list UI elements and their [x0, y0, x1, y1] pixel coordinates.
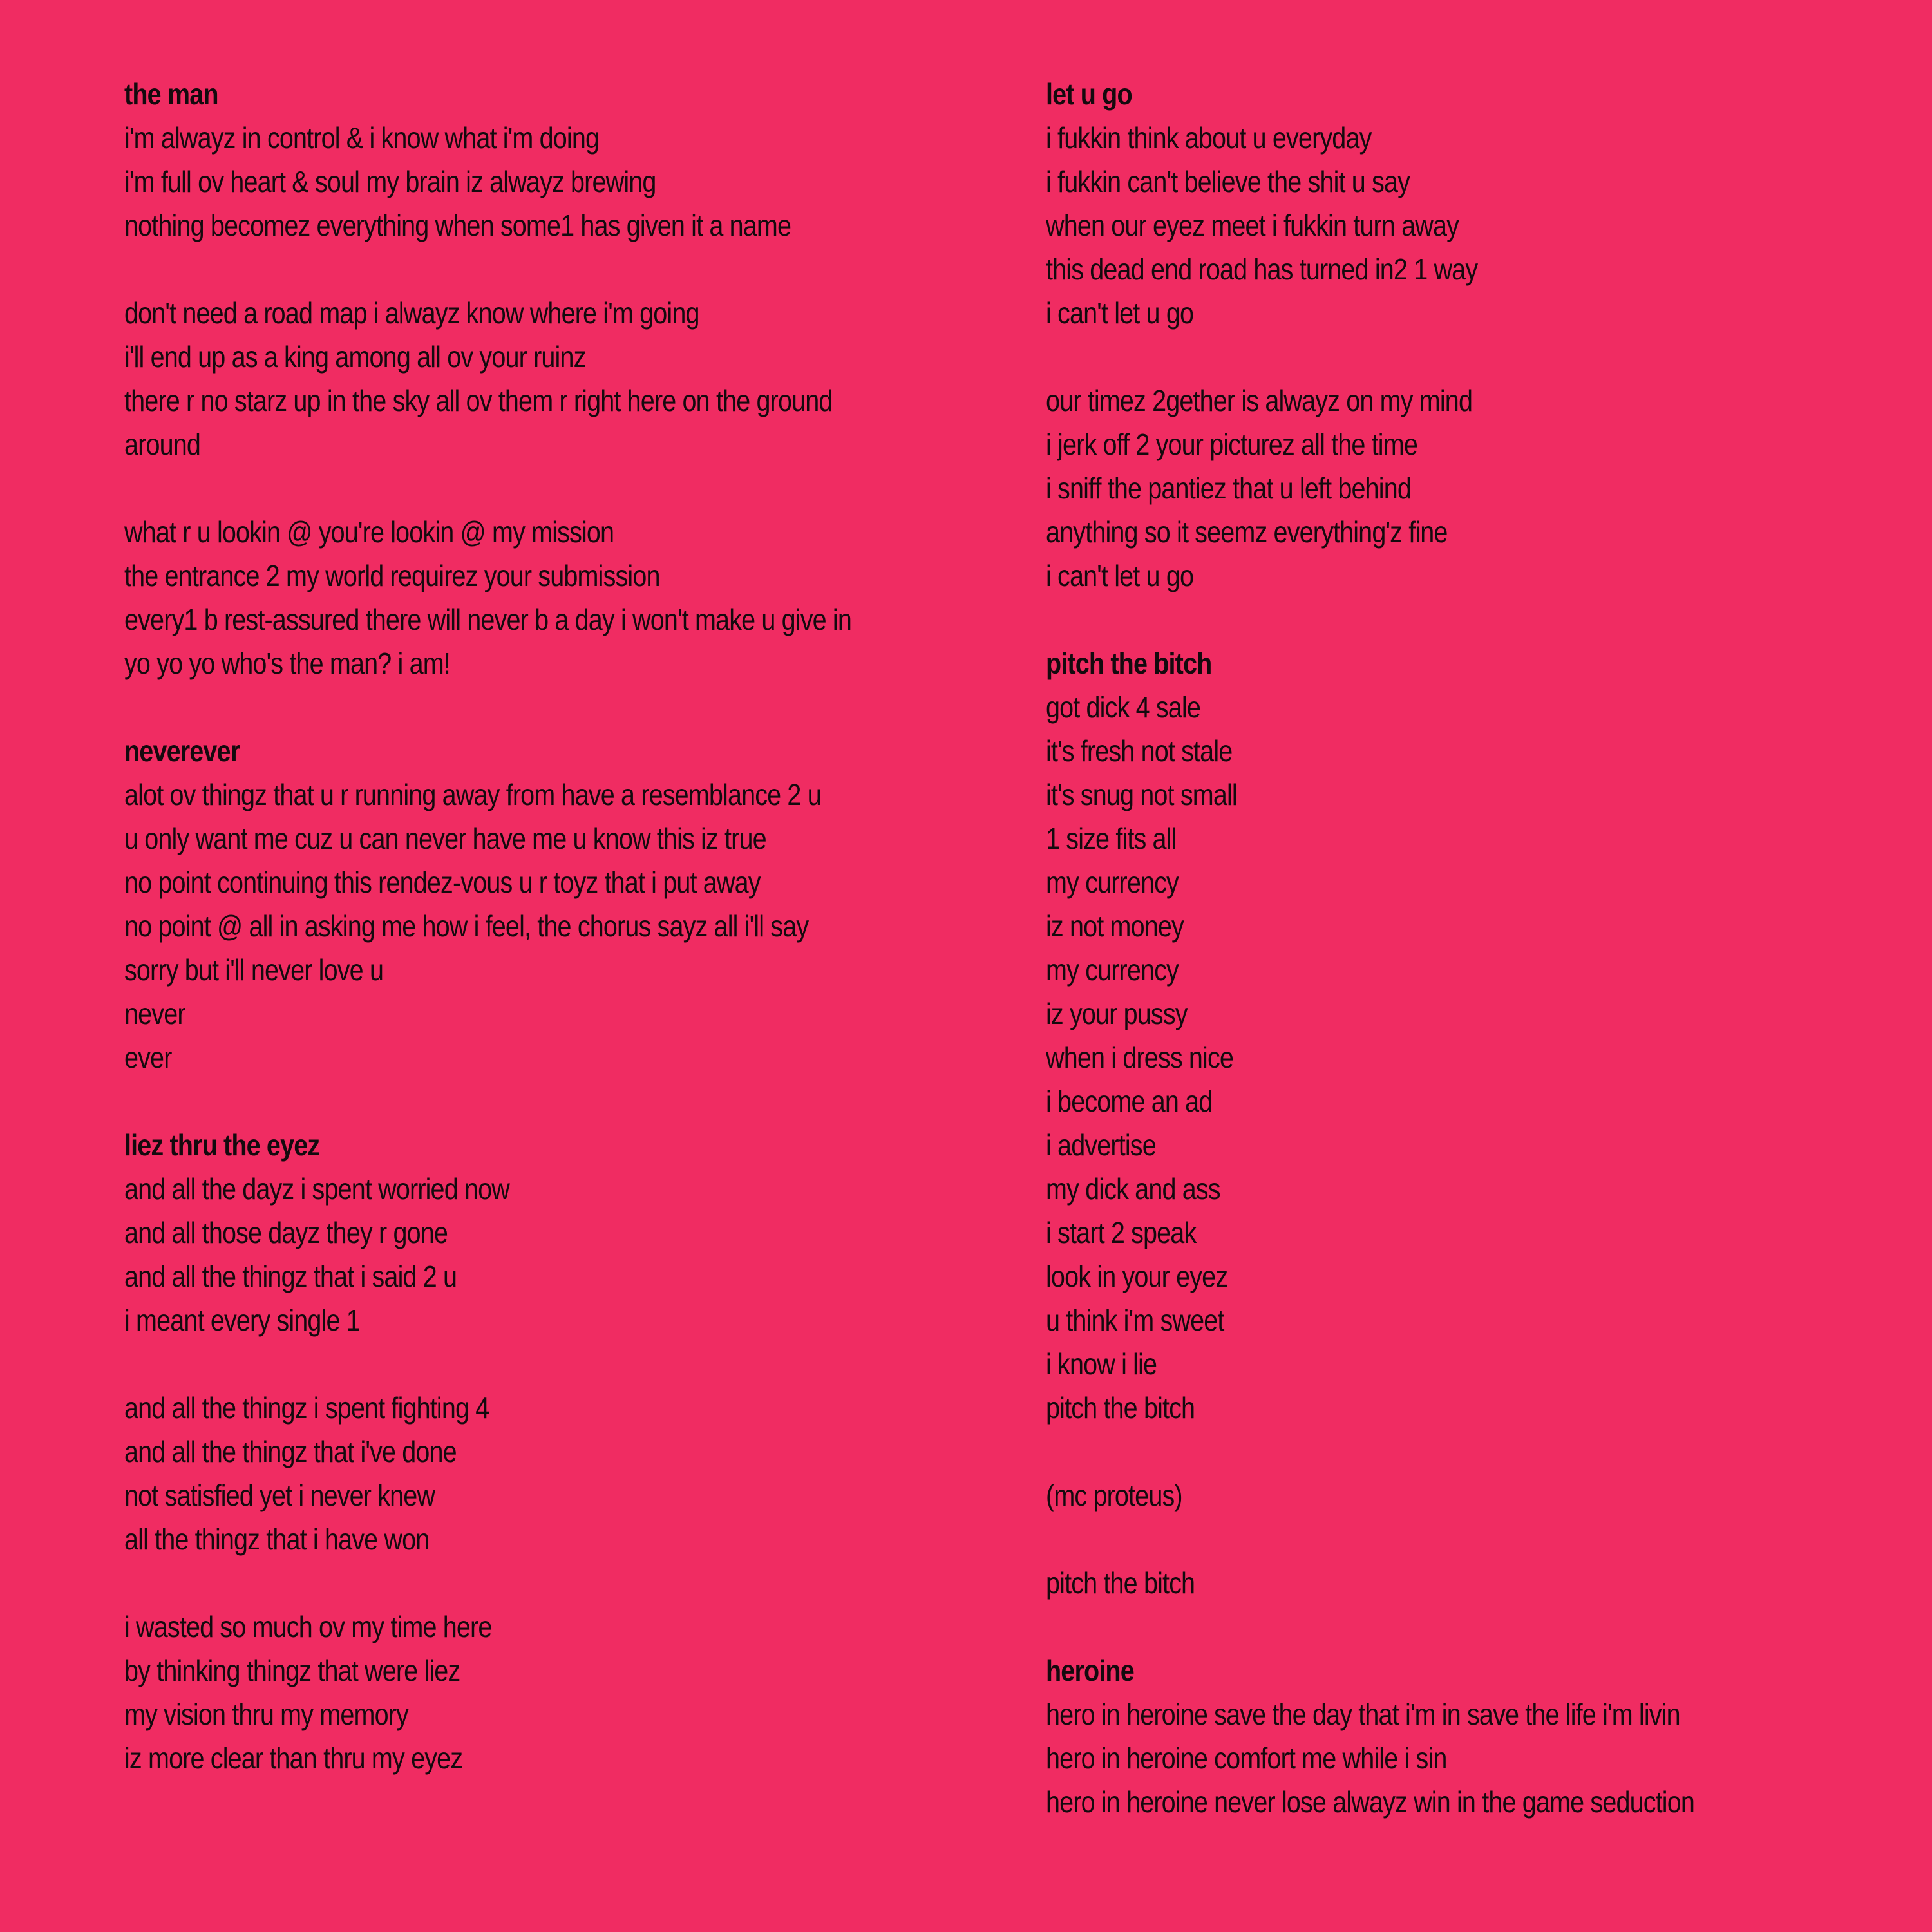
lyric-line: i jerk off 2 your picturez all the time	[1046, 428, 1417, 461]
lyric-line: no point @ all in asking me how i feel, the chorus sayz all i'll say	[124, 909, 809, 943]
lyric-line: this dead end road has turned in2 1 way	[1046, 252, 1478, 286]
lyric-line: my currency	[1046, 953, 1179, 987]
lyric-line: got dick 4 sale	[1046, 690, 1200, 724]
lyric-line: look in your eyez	[1046, 1260, 1228, 1293]
lyric-line: pitch the bitch	[1046, 1566, 1195, 1600]
lyric-line: and all those dayz they r gone	[124, 1216, 448, 1249]
lyric-line: it's fresh not stale	[1046, 734, 1233, 768]
lyric-line: all the thingz that i have won	[124, 1522, 430, 1556]
lyric-line: 1 size fits all	[1046, 822, 1177, 855]
lyric-line: hero in heroine save the day that i'm in save the life i'm livin	[1046, 1698, 1680, 1731]
lyric-line: every1 b rest-assured there will never b a day i won't make u give in	[124, 603, 851, 636]
song-block	[124, 72, 1026, 685]
lyric-line: and all the thingz i spent fighting 4	[124, 1391, 489, 1425]
stanza-break	[124, 1561, 900, 1605]
lyric-line: and all the thingz that i said 2 u	[124, 1260, 457, 1293]
lyric-line: around	[124, 428, 201, 461]
song-block	[1046, 72, 1883, 598]
lyric-line: i sniff the pantiez that u left behind	[1046, 471, 1412, 505]
lyric-line: i fukkin can't believe the shit u say	[1046, 165, 1410, 198]
song-block	[1046, 1649, 1883, 1824]
song-title: liez thru the eyez	[124, 1128, 320, 1162]
lyric-line: by thinking thingz that were liez	[124, 1654, 460, 1687]
stanza-break	[1046, 1517, 1766, 1561]
lyric-line: ever	[124, 1041, 172, 1074]
stanza-break	[124, 466, 900, 510]
lyric-line: no point continuing this rendez-vous u r toyz that i put away	[124, 866, 761, 899]
lyric-line: hero in heroine never lose alwayz win in the game seduction	[1046, 1785, 1695, 1819]
lyric-line: alot ov thingz that u r running away from have a resemblance 2 u	[124, 778, 821, 811]
lyric-line: and all the thingz that i've done	[124, 1435, 457, 1468]
lyric-line: sorry but i'll never love u	[124, 953, 384, 987]
right-lyrics-column	[1046, 72, 1883, 1824]
lyric-line: the entrance 2 my world requirez your submission	[124, 559, 660, 592]
lyric-line: don't need a road map i alwayz know where i'm going	[124, 296, 699, 330]
lyric-line: i'll end up as a king among all ov your ruinz	[124, 340, 586, 374]
lyric-line: i wasted so much ov my time here	[124, 1610, 492, 1643]
lyric-line: i'm full ov heart & soul my brain iz alwayz brewing	[124, 165, 656, 198]
stanza-break	[1046, 335, 1766, 379]
lyric-line: u think i'm sweet	[1046, 1303, 1224, 1337]
left-lyrics-column	[124, 72, 1026, 1780]
song-spacer	[124, 685, 900, 729]
lyric-line: u only want me cuz u can never have me u know this iz true	[124, 822, 766, 855]
lyric-line: my dick and ass	[1046, 1172, 1220, 1206]
lyric-line: hero in heroine comfort me while i sin	[1046, 1741, 1447, 1775]
lyric-line: when our eyez meet i fukkin turn away	[1046, 209, 1459, 242]
lyric-line: it's snug not small	[1046, 778, 1237, 811]
lyric-line: when i dress nice	[1046, 1041, 1234, 1074]
lyric-line: iz more clear than thru my eyez	[124, 1741, 463, 1775]
song-block	[1046, 641, 1883, 1605]
stanza-break	[124, 247, 900, 291]
lyric-line: not satisfied yet i never knew	[124, 1479, 435, 1512]
lyric-line: i meant every single 1	[124, 1303, 360, 1337]
song-title: let u go	[1046, 77, 1132, 111]
song-block	[124, 729, 1026, 1079]
lyric-line: iz not money	[1046, 909, 1184, 943]
lyric-line: anything so it seemz everything'z fine	[1046, 515, 1448, 549]
song-spacer	[1046, 598, 1766, 641]
lyric-line: i become an ad	[1046, 1084, 1213, 1118]
lyric-line: our timez 2gether is alwayz on my mind	[1046, 384, 1473, 417]
lyric-line: yo yo yo who's the man? i am!	[124, 647, 450, 680]
song-title: the man	[124, 77, 218, 111]
song-title: pitch the bitch	[1046, 647, 1212, 680]
lyric-line: never	[124, 997, 185, 1030]
song-title: heroine	[1046, 1654, 1134, 1687]
song-title: neverever	[124, 734, 240, 768]
lyric-line: i advertise	[1046, 1128, 1156, 1162]
lyric-line: i can't let u go	[1046, 296, 1194, 330]
lyric-line: and all the dayz i spent worried now	[124, 1172, 509, 1206]
lyric-line: i fukkin think about u everyday	[1046, 121, 1372, 155]
song-block	[124, 1123, 1026, 1780]
lyric-line: i start 2 speak	[1046, 1216, 1197, 1249]
lyric-line: (mc proteus)	[1046, 1479, 1182, 1512]
lyric-line: i can't let u go	[1046, 559, 1194, 592]
song-spacer	[1046, 1605, 1766, 1649]
lyric-line: my vision thru my memory	[124, 1698, 408, 1731]
lyric-line: i know i lie	[1046, 1347, 1157, 1381]
lyric-line: there r no starz up in the sky all ov them r right here on the ground	[124, 384, 833, 417]
lyric-line: iz your pussy	[1046, 997, 1188, 1030]
stanza-break	[124, 1342, 900, 1386]
song-spacer	[124, 1079, 900, 1123]
lyric-line: i'm alwayz in control & i know what i'm doing	[124, 121, 600, 155]
lyric-line: my currency	[1046, 866, 1179, 899]
lyric-line: pitch the bitch	[1046, 1391, 1195, 1425]
lyric-line: nothing becomez everything when some1 has given it a name	[124, 209, 791, 242]
lyric-line: what r u lookin @ you're lookin @ my mission	[124, 515, 614, 549]
stanza-break	[1046, 1430, 1766, 1473]
